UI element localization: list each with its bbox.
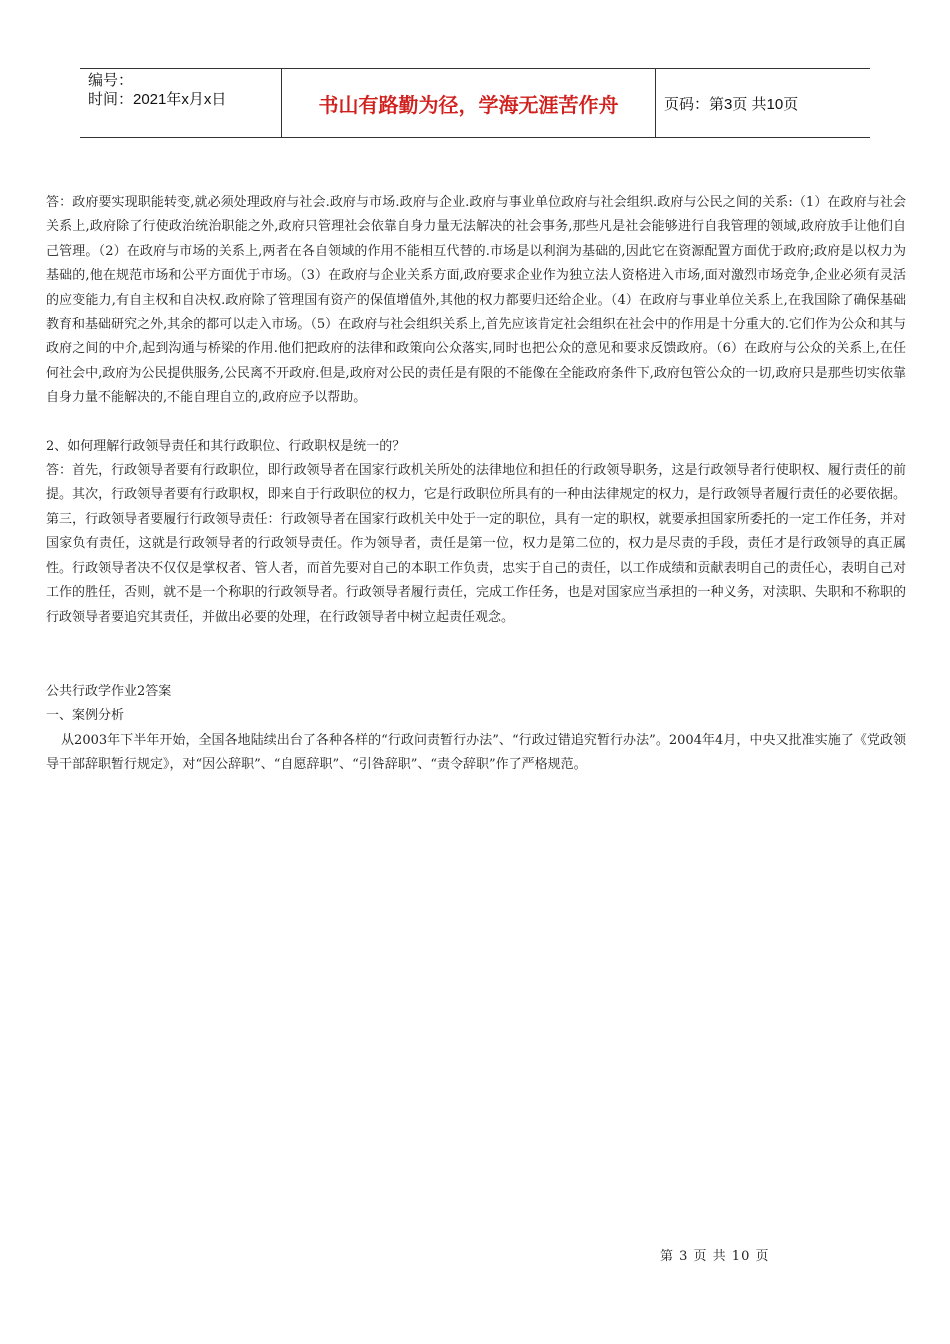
header-page-cell bbox=[656, 69, 870, 137]
case-heading: 一、案例分析 bbox=[46, 708, 125, 724]
spacer bbox=[46, 411, 906, 435]
header-number-label: 编号： bbox=[88, 72, 134, 89]
header-page-label: 页码：第3页 共10页 bbox=[664, 95, 799, 113]
section-title: 公共行政学作业2答案 bbox=[46, 683, 172, 699]
header-meta-cell bbox=[80, 69, 282, 137]
page-header bbox=[80, 68, 870, 138]
question-2: 2、如何理解行政领导责任和其行政职位、行政职权是统一的？ bbox=[46, 438, 406, 454]
case-text: 从2003年下半年开始，全国各地陆续出台了各种各样的“行政问责暂行办法”、“行政过错追究暂行办法”。2004年4月，中央又批准实施了《党政领导干部辞职暂行规定》，对“因公辞职”、“自愿辞职”、“引咎辞职”、“责令辞职”作了严格规范。 bbox=[46, 732, 906, 773]
answer-1: 答：政府要实现职能转变,就必须处理政府与社会.政府与市场.政府与企业.政府与事业单位政府与社会组织.政府与公民之间的关系:（1）在政府与社会关系上,政府除了行使政治统治职能之外,政府只管理社会依靠自身力量无法解决的社会事务,那些凡是社会能够进行自我管理的领域,政府放手让他们自己管理。（2）在政府与市场的关系上,两者在各自领域的作用不能相互代替的.市场是以利润为基础的,因此它在资源配置方面优于政府;政府是以权力为基础的,他在规范市场和公平方面优于市场。（3）在政府与企业关系方面,政府要求企业作为独立法人资格进入市场,面对激烈市场竞争,企业必须有灵活的应变能力,有自主权和自决权.政府除了管理国有资产的保值增值外,其他的权力都要归还给企业。（4）在政府与事业单位关系上,在我国除了确保基础教育和基础研究之外,其余的都可以走入市场。（5）在政府与社会组织关系上,首先应该肯定社会组织在社会中的作用是十分重大的.它们作为公众和其与政府之间的中介,起到沟通与桥梁的作用.他们把政府的法律和政策向公众落实,同时也把公众的意见和要求反馈政府。（6）在政府与公众的关系上,在任何社会中,政府为公民提供服务,公民离不开政府.但是,政府对公民的责任是有限的不能像在全能政府条件下,政府包管公众的一切,政府只是那些切实依靠自身力量不能解决的,不能自理自立的,政府应予以帮助。 bbox=[46, 195, 906, 406]
footer-page-number: 第 3 页 共 10 页 bbox=[660, 1249, 770, 1264]
spacer bbox=[46, 630, 906, 680]
answer-2: 答：首先，行政领导者要有行政职位，即行政领导者在国家行政机关所处的法律地位和担任的行政领导职务，这是行政领导者行使职权、履行责任的前提。其次，行政领导者要有行政职权，即来自于行政职位的权力，它是行政职位所具有的一种由法律规定的权力，是行政领导者履行责任的必要依据。第三，行政领导者要履行行政领导责任：行政领导者在国家行政机关中处于一定的职位，具有一定的职权，就要承担国家所委托的一定工作任务，并对国家负有责任，这就是行政领导者的行政领导责任。作为领导者，责任是第一位，权力是第二位的，权力是尽责的手段，责任才是行政领导的真正属性。行政领导者决不仅仅是掌权者、管人者，而首先要对自己的本职工作负责，忠实于自己的责任，以工作成绩和贡献表明自己的责任心，表明自己对工作的胜任，否则，就不是一个称职的行政领导者。行政领导者履行责任，完成工作任务，也是对国家应当承担的一种义务，对渎职、失职和不称职的行政领导者要追究其责任，并做出必要的处理，在行政领导者中树立起责任观念。 bbox=[46, 463, 906, 625]
document-body bbox=[46, 191, 906, 778]
page-footer bbox=[660, 1245, 769, 1264]
header-motto: 书山有路勤为径，学海无涯苦作舟 bbox=[318, 92, 619, 117]
header-time-label: 时间：2021年x月x日 bbox=[88, 91, 227, 108]
header-motto-cell bbox=[282, 69, 656, 137]
